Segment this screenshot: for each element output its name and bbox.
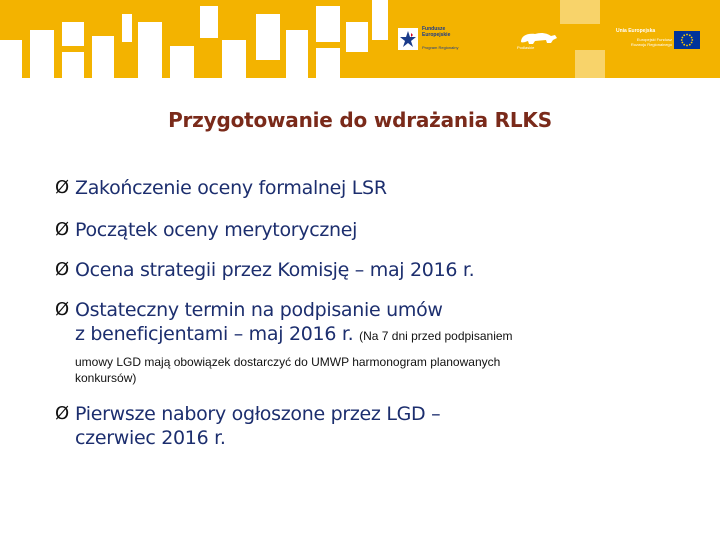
decor-square bbox=[138, 22, 162, 78]
note-line2: konkursów) bbox=[75, 371, 137, 385]
funds-logo-line1: Fundusze bbox=[422, 26, 446, 32]
eu-logo-sub2: Rozwoju Regionalnego bbox=[630, 42, 672, 47]
list-item bbox=[55, 402, 440, 450]
decor-square bbox=[286, 30, 308, 78]
decor-square bbox=[170, 46, 194, 78]
list-item-line2: z beneficjentami – maj 2016 r. bbox=[75, 323, 354, 345]
list-item-line2: czerwiec 2016 r. bbox=[75, 427, 226, 449]
list-item-text: Zakończenie oceny formalnej LSR bbox=[75, 177, 387, 199]
decor-square bbox=[122, 14, 132, 42]
bullet-arrow-icon: Ø bbox=[55, 259, 69, 280]
decor-square bbox=[346, 22, 368, 52]
decor-square bbox=[222, 40, 246, 78]
eu-logo-sub1: Europejski Fundusz bbox=[636, 37, 672, 42]
list-item-text: Początek oceny merytorycznej bbox=[75, 219, 358, 241]
decor-square bbox=[575, 50, 605, 78]
funds-star-icon bbox=[398, 28, 418, 50]
note-line1: umowy LGD mają obowiązek dostarczyć do UMWP harmonogram planowanych bbox=[75, 355, 501, 369]
bison-caption: Podlaskie bbox=[517, 45, 535, 50]
bullet-arrow-icon: Ø bbox=[55, 299, 69, 320]
decor-square bbox=[200, 6, 218, 38]
bison-icon bbox=[515, 30, 561, 46]
decor-square bbox=[560, 0, 600, 24]
header-band bbox=[0, 0, 720, 78]
eu-flag-icon bbox=[674, 31, 700, 49]
list-item bbox=[55, 298, 513, 386]
list-item bbox=[55, 176, 387, 200]
list-item-text: Ocena strategii przez Komisję – maj 2016 r. bbox=[75, 259, 475, 281]
decor-square bbox=[316, 6, 340, 42]
decor-square bbox=[92, 36, 114, 78]
decor-square bbox=[256, 14, 280, 60]
funds-logo-sub: Program Regionalny bbox=[422, 45, 459, 50]
decor-square bbox=[62, 52, 84, 78]
funds-logo-line2: Europejskie bbox=[422, 32, 451, 38]
decor-square bbox=[372, 0, 388, 40]
list-item bbox=[55, 258, 474, 282]
decor-square bbox=[30, 30, 54, 78]
list-item-line1: Pierwsze nabory ogłoszone przez LGD – bbox=[75, 403, 441, 425]
decor-square bbox=[62, 22, 84, 46]
bison-logo bbox=[515, 30, 561, 54]
bullet-arrow-icon: Ø bbox=[55, 177, 69, 198]
bullet-arrow-icon: Ø bbox=[55, 219, 69, 240]
note-start: (Na 7 dni przed podpisaniem bbox=[359, 329, 513, 343]
funds-logo bbox=[398, 26, 468, 56]
eu-logo bbox=[616, 28, 700, 58]
bullet-arrow-icon: Ø bbox=[55, 403, 69, 424]
decor-square bbox=[0, 40, 22, 78]
list-item-line1: Ostateczny termin na podpisanie umów bbox=[75, 299, 443, 321]
eu-logo-title: Unia Europejska bbox=[616, 28, 656, 34]
decor-square bbox=[316, 48, 340, 78]
list-item bbox=[55, 218, 357, 242]
slide-title: Przygotowanie do wdrażania RLKS bbox=[168, 108, 552, 132]
